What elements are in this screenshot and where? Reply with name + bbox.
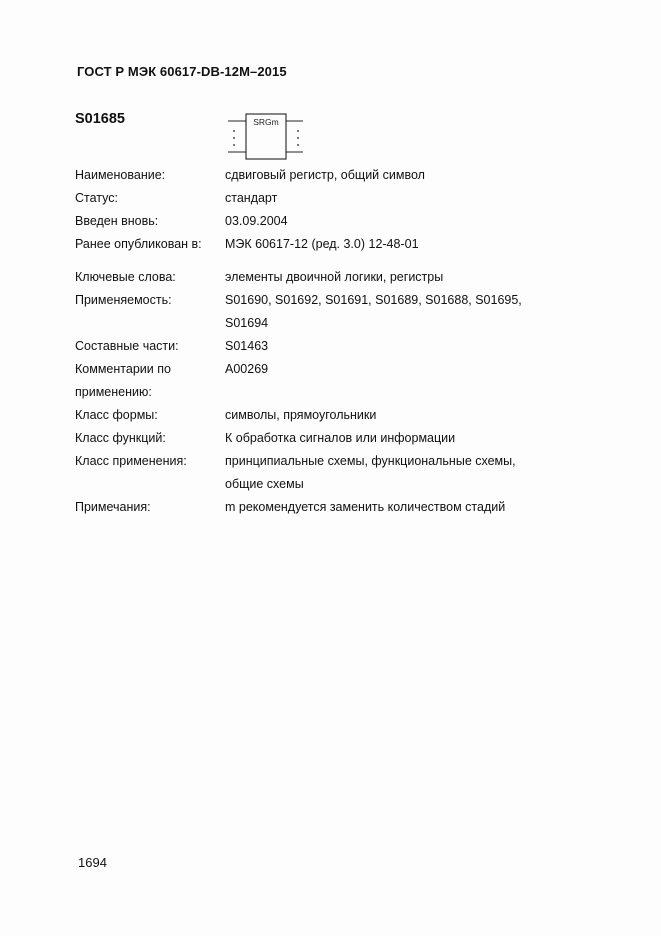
field-name: Наименование: сдвиговый регистр, общий символ	[75, 168, 425, 182]
field-components: Составные части: S01463	[75, 339, 269, 353]
symbol-label: SRGm	[253, 117, 279, 127]
field-introduced: Введен вновь: 03.09.2004	[75, 214, 288, 228]
field-form-class: Класс формы: символы, прямоугольники	[75, 408, 377, 422]
field-notes: Примечания: m рекомендуется заменить количеством стадий	[75, 500, 506, 514]
field-function-class: Класс функций: К обработка сигналов или информации	[75, 431, 456, 445]
page-number: 1694	[78, 855, 107, 870]
symbol-code: S01685	[75, 111, 125, 127]
field-keywords: Ключевые слова: элементы двоичной логики, регистры	[75, 270, 444, 284]
section-gap	[75, 256, 555, 266]
symbol-properties	[75, 164, 555, 519]
document-header: ГОСТ Р МЭК 60617-DB-12M–2015	[77, 64, 287, 79]
shift-register-symbol-diagram	[226, 112, 306, 162]
field-applicability: Применяемость: S01690, S01692, S01691, S01689, S01688, S01695, S01694	[75, 293, 522, 330]
field-previously-published: Ранее опубликован в: МЭК 60617-12 (ред. 3.0) 12-48-01	[75, 237, 419, 251]
field-application-class: Класс применения: принципиальные схемы, функциональные схемы, общие схемы	[75, 454, 516, 491]
field-application-comments: Комментарии по применению: A00269	[75, 362, 269, 399]
field-status: Статус: стандарт	[75, 191, 278, 205]
